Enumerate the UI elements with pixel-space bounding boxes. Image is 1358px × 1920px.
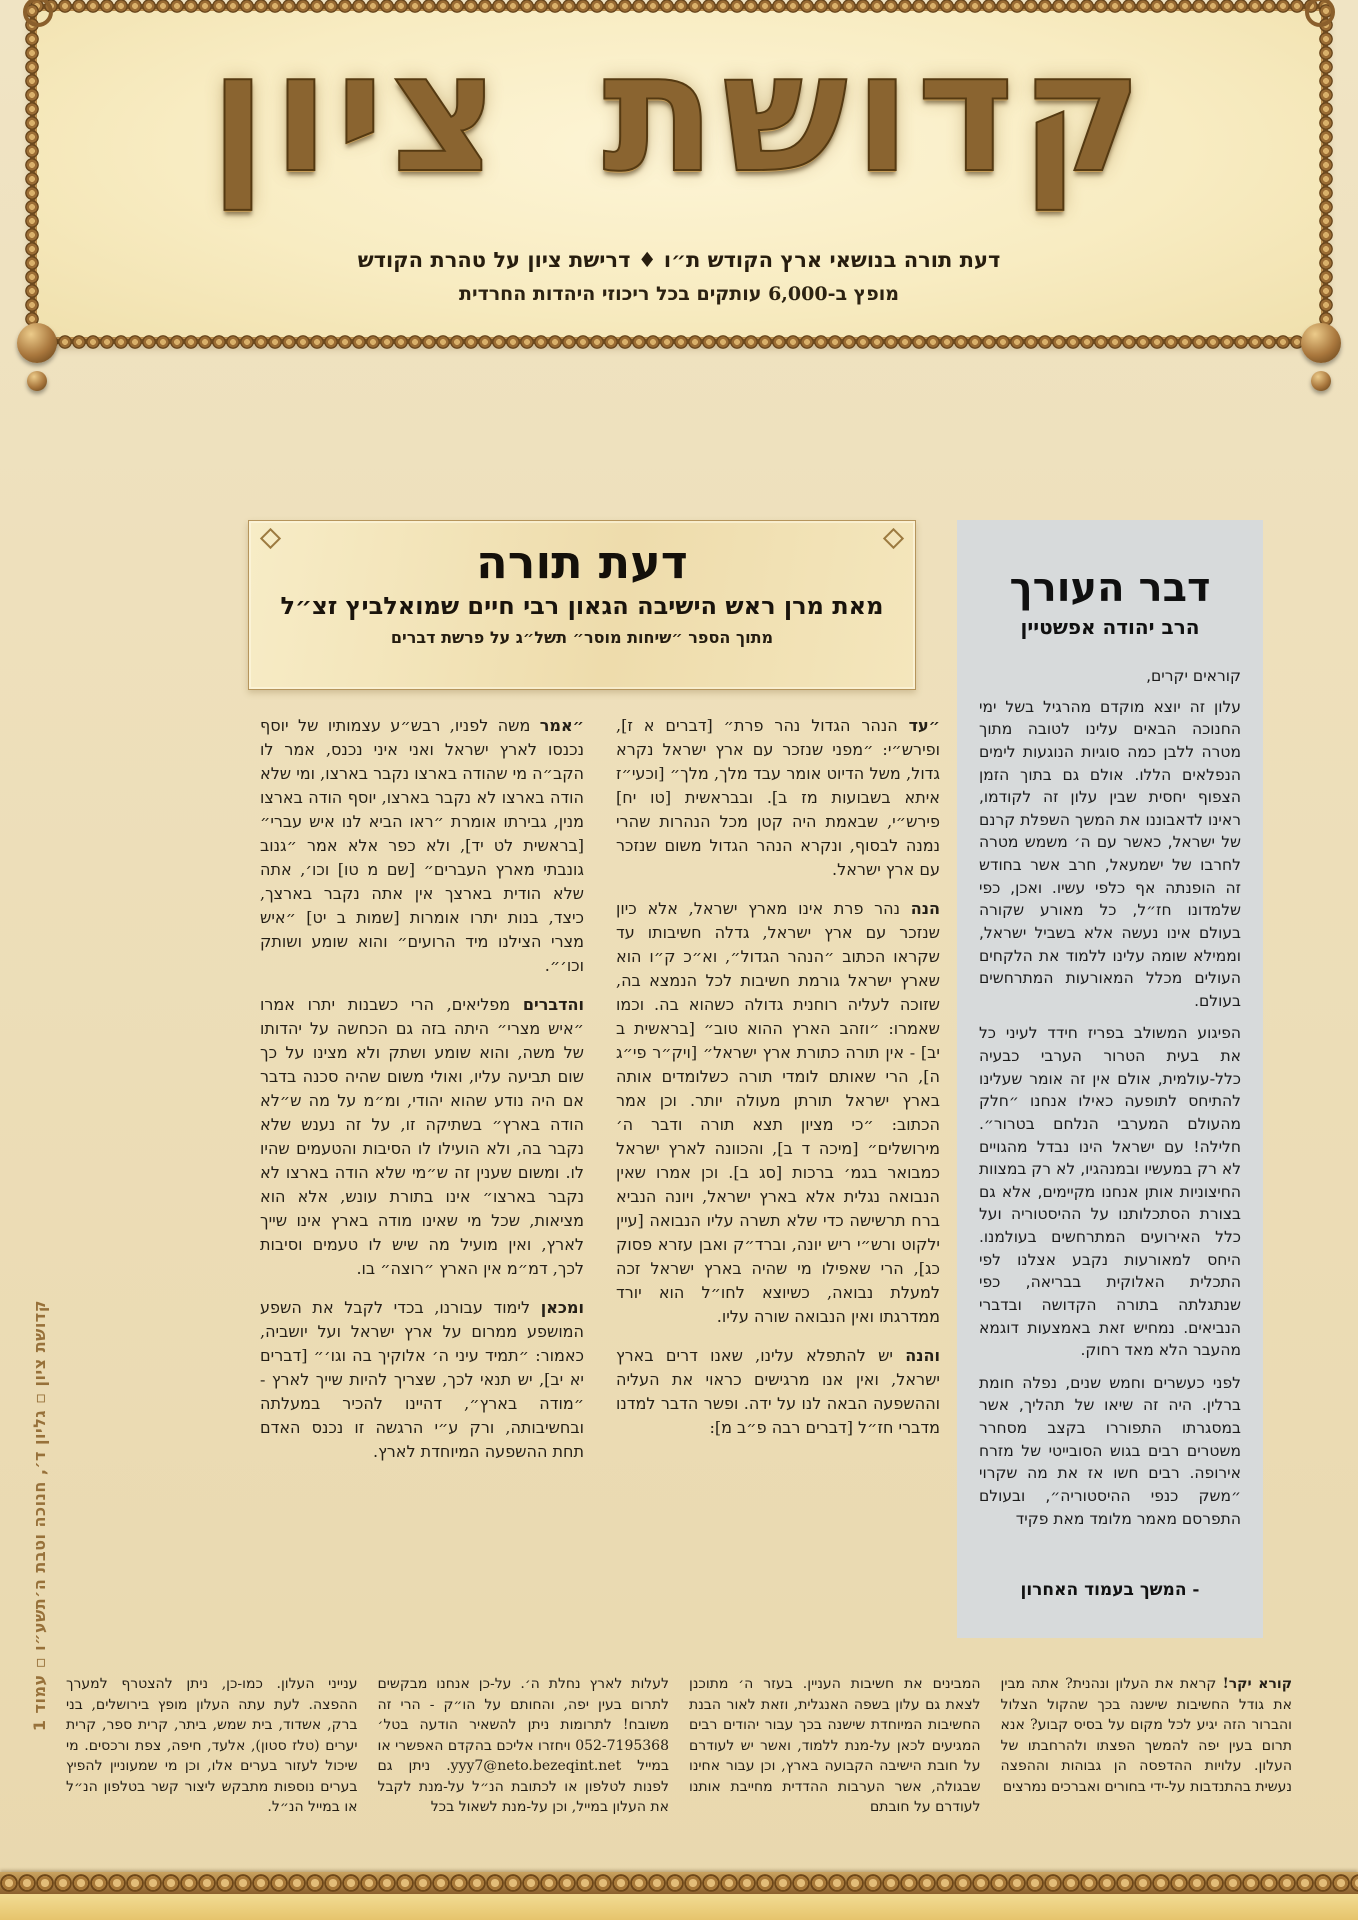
- continuation-note: - המשך בעמוד האחרון: [1020, 1580, 1200, 1600]
- article-paragraph: ״עד הנהר הגדול נהר פרת״ [דברים א ז], ופירש״י: ״מפני שנזכר עם ארץ ישראל נקרא גדול, משל הדיוט אומר עבד מלך, מלך״ [וכעי״ז איתא בשבועות מז ב]. ובבראשית [טו יח] פירש״י, שבאמת היה קטן מכל הנהרות שהרי נמנה לבסוף, ונקרא הנהר הגדול משום שנזכר עם ארץ ישראל.: [616, 716, 940, 879]
- article-paragraph: והנה יש להתפלא עלינו, שאנו דרים בארץ ישראל, ואין אנו מרגישים כראוי את העליה וההשפעה הבאה לנו על ידה. ופשר הדבר למדנו מדברי חז״ל [דברים רבה פ״ב מ]:: [616, 1346, 940, 1437]
- article-paragraph: והדברים מפליאים, הרי כשבנות יתרו אמרו ״איש מצרי״ היתה בזה גם הכחשה על יהדותו של משה, והוא שומע ושתק ולא מצינו על כך שום תביעה עליו, ואולי משום שהיה סכנה בדבר אם היה נודע שהוא יהודי, ומ״מ על מה ש״לא הודה בארץ״ בשתיקה זו, על זה נענש שלא נקבר בה, ולא הועילו לו הסיבות והטעמים שהיו לו. ומשום שענין זה ש״מי שלא הודה בארצו לא נקבר בארצו״ אינו בתורת עונש, אלא הוא מציאות, שכל מי שאינו מודה בארץ אינו שייך לארץ, ואין מועיל מה שיש לו טעמים וסיבות לכך, דמ״מ אין הארץ ״רוצה״ בו.: [260, 995, 584, 1278]
- editor-paragraph: עלון זה יוצא מוקדם מהרגיל בשל ימי החנוכה הבאים עלינו לטובה מתוך מטרה ללבן כמה סוגיות הנוגעות לימים הנפלאים הללו. אולם גם בתוך הזמן הצפוף יחסית שבין עלון זה לקודמו, ראינו לדאבוננו את המשך השפלת קרנם של ישראל, כאשר עם ה׳ משמש מטרה לחרבו של ישמעאל, חרב אשר בחודש זה הופנתה אף כלפי עשיו. ואכן, כפי שלמדונו חז״ל, כל מאורע שקורה בעולם אינו נעשה אלא בשביל ישראל, וממילא שומה עלינו ללמוד את הלקחים העולים מכלל המאורעות המתרחשים בעולם.: [979, 697, 1241, 1010]
- editor-author: הרב יהודה אפשטיין: [1020, 615, 1200, 639]
- article-column-left: [260, 714, 584, 1662]
- editor-column: [957, 520, 1263, 1638]
- masthead-subtitle: דעת תורה בנושאי ארץ הקודש ת״ו ♦ דרישת ציון על טהרת הקודש: [357, 247, 1001, 272]
- corner-scroll-ornament: [23, 0, 53, 27]
- article-paragraph: ״אמר משה לפניו, רבש״ע עצמותיו של יוסף נכנסו לארץ ישראל ואני איני נכנס, אמר לו הקב״ה מי שהודה בארצו נקבר בארצו, ומי שלא הודה בארצו לא נקבר בארצו, יוסף הודה בארצו מנין, גבירתו אומרת ״ראו הביא לנו איש עברי״ [בראשית לט יד], ולא כפר אלא אמר ״גנוב גונבתי מארץ העברים״ [שם מ טו] וכו׳, אתה שלא הודית בארצך אין אתה נקבר בארצך, כיצד, בנות יתרו אומרות [שמות ב יט] ״איש מצרי הצילנו מיד הרועים״ והוא שומע ושותק וכו׳״.: [260, 716, 584, 975]
- bead-border-top: [30, 0, 1328, 13]
- footer-column: לעלות לארץ נחלת ה׳. על-כן אנחנו מבקשים לתרום בעין יפה, והחותם על הו״ק - הרי זה משובח! לתרומות ניתן להשאיר הודעה בטל׳ 052-7195368 ויחזרו אליכם בהקדם האפשרי או במייל yyy7@neto.bezeqint.net. ניתן גם לפנות לטלפון או לכתובת הנ״ל על-מנת לקבל את העלון במייל, וכן על-מנת לשאול בכל: [377, 1676, 669, 1816]
- article-body: [260, 714, 940, 1662]
- article-source-line: מתוך הספר ״שיחות מוסר״ תשל״ג על פרשת דברים: [390, 628, 774, 647]
- article-paragraph: ומכאן לימוד עבורנו, בכדי לקבל את השפע המושפע ממרום על ארץ ישראל ועל יושביה, כאמור: ״תמיד עיני ה׳ אלוקיך בה וגו׳״ [דברים יא יב], יש תנאי לכך, שצריך להיות שייך לארץ - ״מודה בארץ״, דהיינו להכיר במעלתה ובחשיבותה, ורק ע״י הרגשה זו נכנס האדם תחת ההשפעה המיוחדת לארץ.: [260, 1298, 584, 1461]
- editor-paragraph: הפיגוע המשולב בפריז חידד לעיני כל את בעית הטרור הערבי כבעיה כלל-עולמית, אולם אין זה אומר שעלינו להתיחס לתופעה כאילו אנחנו ״חלק מהעולם המערבי הנלחם בטרור״. חלילה! עם ישראל הינו נבדל מהגויים לא רק במעשיו ובמנהגיו, לא רק במצוות החיצוניות אותן אנחנו מקיימים, אלא גם בצורת הסתכלותנו על ההיסטוריה ועל כלל האירועים המתרחשים בעולמנו. היחס למאורעות נקבע אצלנו לפי התכלית האלוקית בבריאה, כפי שנתגלתה בתורה הקדושה ובדברי הנביאים. נמחיש זאת באמצעות דוגמא מהעבר הלא מאד רחוק.: [979, 1024, 1241, 1360]
- masthead: [0, 0, 1358, 430]
- editor-paragraph: לפני כעשרים וחמש שנים, נפלה חומת ברלין. היה זה שיאו של תהליך, אשר במסגרתו התפוררו בקצב מסחרר משטרים רבים בגוש הסובייטי של מזרח אירופה. רבים חשו אז את מה שקרוי ״משק כנפי ההיסטוריה״, ובעולם התפרסם מאמר מלומד מאת פקיד: [979, 1373, 1241, 1528]
- editor-salutation: קוראים יקרים,: [1146, 667, 1241, 685]
- masthead-distribution-line: מופץ ב-6,000 עותקים בכל ריכוזי היהדות החרדית: [459, 283, 899, 305]
- editor-title: דבר העורך: [1009, 564, 1211, 611]
- article-column-right: [616, 714, 940, 1662]
- bottom-decorative-border: [0, 1872, 1358, 1894]
- footer-column: המבינים את חשיבות העניין. בעזר ה׳ מתוכנן לצאת גם עלון בשפה האנגלית, וזאת לאור הבנת החשיבות המיוחדת שישנה בכך עבור יהודים רבים המגיעים לכאן על-מנת ללמוד, ואשר יש לעודרם על חובת הישיבה הקבועה בארץ, וכן עבור אחינו שבגולה, אשר הערבות ההדדית מחייבת אותנו לעודרם על חובתם: [689, 1676, 981, 1816]
- article-paragraph: הנה נהר פרת אינו מארץ ישראל, אלא כיון שנזכר עם ארץ ישראל, גדלה חשיבותו עד שקראו הכתוב ״הנהר הגדול״, וא״כ ק״ו הוא שארץ ישראל גורמת חשיבות לכל הנמצא בה, שזוכה לעליה רוחנית גדולה כשהוא בה. וכמו שאמרו: ״וזהב הארץ ההוא טוב״ [בראשית ב יב] - אין תורה כתורת ארץ ישראל״ [ויק״ר פי״ג ה], הרי שאותם לומדי תורה כשלומדים אותה בארץ ישראל תורתן מעולה יותר. וכן אמר הכתוב: ״כי מציון תצא תורה ודבר ה׳ מירושלים״ [מיכה ד ב], והכוונה לארץ ישראל כמבואר בגמ׳ ברכות [סג ב]. וכן אמרו שאין הנבואה נגלית אלא בארץ ישראל, ויונה הנביא ברח תרשישה כדי שלא תשרה עליו הנבואה [עיין ילקוט ורש״י ריש יונה, וברד״ק ואבן עזרא פסוק כג], הרי שאפילו מי שהיה בארץ ישראל זכה למעלת נבואה, כשיוצא לחו״ל הוא יורד ממדרגתו ואין הנבואה שורה עליו.: [616, 899, 940, 1326]
- footer-notes: [66, 1674, 1292, 1872]
- issue-info-sidebar: קדושת ציון ▫ גליון ד׳, חנוכה וטבת ה׳תשע״ו ▫ עמוד 1: [30, 1300, 49, 1732]
- corner-ball-ornament: [17, 323, 57, 363]
- article-title: דעת תורה: [476, 535, 688, 589]
- bead-border-bottom: [30, 335, 1328, 349]
- corner-ball-ornament: [1301, 323, 1341, 363]
- article-byline: מאת מרן ראש הישיבה הגאון רבי חיים שמואלביץ זצ״ל: [280, 591, 884, 620]
- footer-column: ענייני העלון. כמו-כן, ניתן להצטרף למערך ההפצה. לעת עתה העלון מופץ בירושלים, בני ברק, אשדוד, בית שמש, ביתר, קרית ספר, קרית יערים (טלז סטון), אלעד, חיפה, צפת ורכסים. מי שיכול לעזור בערים אלו, וכן מי שמעוניין להפיץ בערים נוספות מתבקש ליצור קשר בטלפון הנ״ל או במייל הנ״ל.: [66, 1676, 358, 1816]
- corner-finial: [27, 371, 47, 391]
- article-header-plaque: [248, 520, 916, 690]
- corner-finial: [1311, 371, 1331, 391]
- newsletter-title: קדושת ציון: [209, 15, 1149, 210]
- bottom-border-base: [0, 1894, 1358, 1920]
- footer-column: קורא יקר! קראת את העלון ונהנית? אתה מבין את גודל החשיבות שישנה בכך שהקול הצלול והברור הזה יגיע לכל מקום על בסיס קבוע? אנא תרום בעין יפה להמשך הפצתו ולהרחבתו של העלון. עלויות ההדפסה הן גבוהות וההפצה נעשית בהתנדבות על-ידי בחורים ואברכים נמרצים: [1000, 1676, 1292, 1795]
